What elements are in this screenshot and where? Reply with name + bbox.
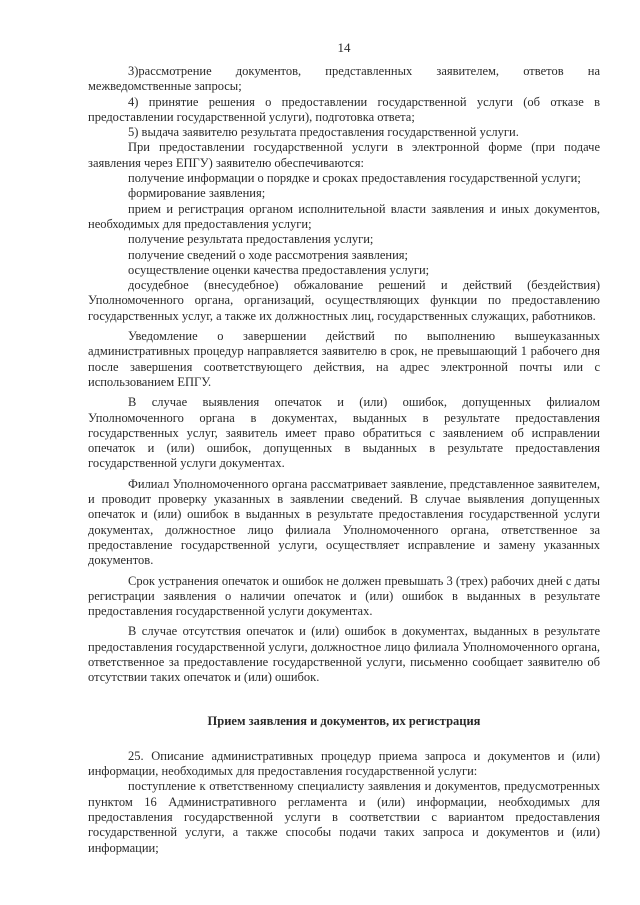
paragraph: Филиал Уполномоченного органа рассматривает заявление, представленное заявителем, и проводит проверку указанных в заявлении сведений. В случае выявления допущенных опечаток и (или) ошибок в выданных в результате предоставления государственной услуги документах, должностное лицо филиала Уполномоченного органа, ответственное за предоставление государственной услуги, осуществляет исправление и замену указанных документов. [88,476,600,568]
paragraph: Срок устранения опечаток и ошибок не должен превышать 3 (трех) рабочих дней с даты регистрации заявления о наличии опечаток и (или) ошибок в выданных в результате предоставления государственной услуги документах. [88,573,600,619]
paragraph: Уведомление о завершении действий по выполнению вышеуказанных административных процедур направляется заявителю в срок, не превышающий 1 рабочего дня после завершения соответствующего действия, на адрес электронной почты или с использованием ЕПГУ. [88,329,600,389]
paragraph: получение сведений о ходе рассмотрения заявления; [128,247,408,262]
paragraph: В случае отсутствия опечаток и (или) ошибок в документах, выданных в результате предоставления государственной услуги, должностное лицо филиала Уполномоченного органа, ответственное за предоставление государственной услуги, письменно сообщает заявителю об отсутствии таких опечаток и (или) ошибок. [88,624,600,685]
paragraph: В случае выявления опечаток и (или) ошибок, допущенных филиалом Уполномоченного органа в документах, выданных в результате предоставления государственных услуг, заявитель имеет право обратиться с заявлением об исправлении опечаток и (или) ошибок, допущенных в выданных в результате предоставления государственной услуги документах. [88,395,600,471]
section-title: Прием заявления и документов, их регистрация [207,713,481,728]
paragraph: поступление к ответственному специалисту заявления и документов, предусмотренных пунктом 16 Административного регламента и (или) информации, необходимых для предоставления государственной услуги в соответствии с вариантом предоставления государственной услуги, а также способы подачи таких запроса и документов и (или) информации; [88,779,600,855]
paragraph: При предоставлении государственной услуги в электронной форме (при подаче заявления через ЕПГУ) заявителю обеспечиваются: [88,140,600,170]
page-number: 14 [337,40,351,55]
paragraph: 5) выдача заявителю результата предоставления государственной услуги. [128,125,519,140]
paragraphs-bottom [88,749,600,856]
document-body [88,64,600,856]
paragraphs-top [88,64,600,686]
paragraph: получение информации о порядке и сроках предоставления государственной услуги; [128,171,581,186]
paragraph: прием и регистрация органом исполнительной власти заявления и иных документов, необходимых для предоставления услуги; [88,201,600,231]
paragraph: досудебное (внесудебное) обжалование решений и действий (бездействия) Уполномоченного органа, организаций, осуществляющих функции по предоставлению государственных услуг, а также их должностных лиц, государственных служащих, работников. [88,278,600,323]
paragraph: 4) принятие решения о предоставлении государственной услуги (об отказе в предоставлении государственной услуги), подготовка ответа; [88,94,600,124]
paragraph: получение результата предоставления услуги; [128,232,374,247]
paragraph: 3)рассмотрение документов, представленных заявителем, ответов на межведомственные запросы; [88,64,600,94]
paragraph: формирование заявления; [128,186,266,201]
paragraph: осуществление оценки качества предоставления услуги; [128,262,430,277]
paragraph: 25. Описание административных процедур приема запроса и документов и (или) информации, необходимых для предоставления государственной услуги: [88,748,600,779]
